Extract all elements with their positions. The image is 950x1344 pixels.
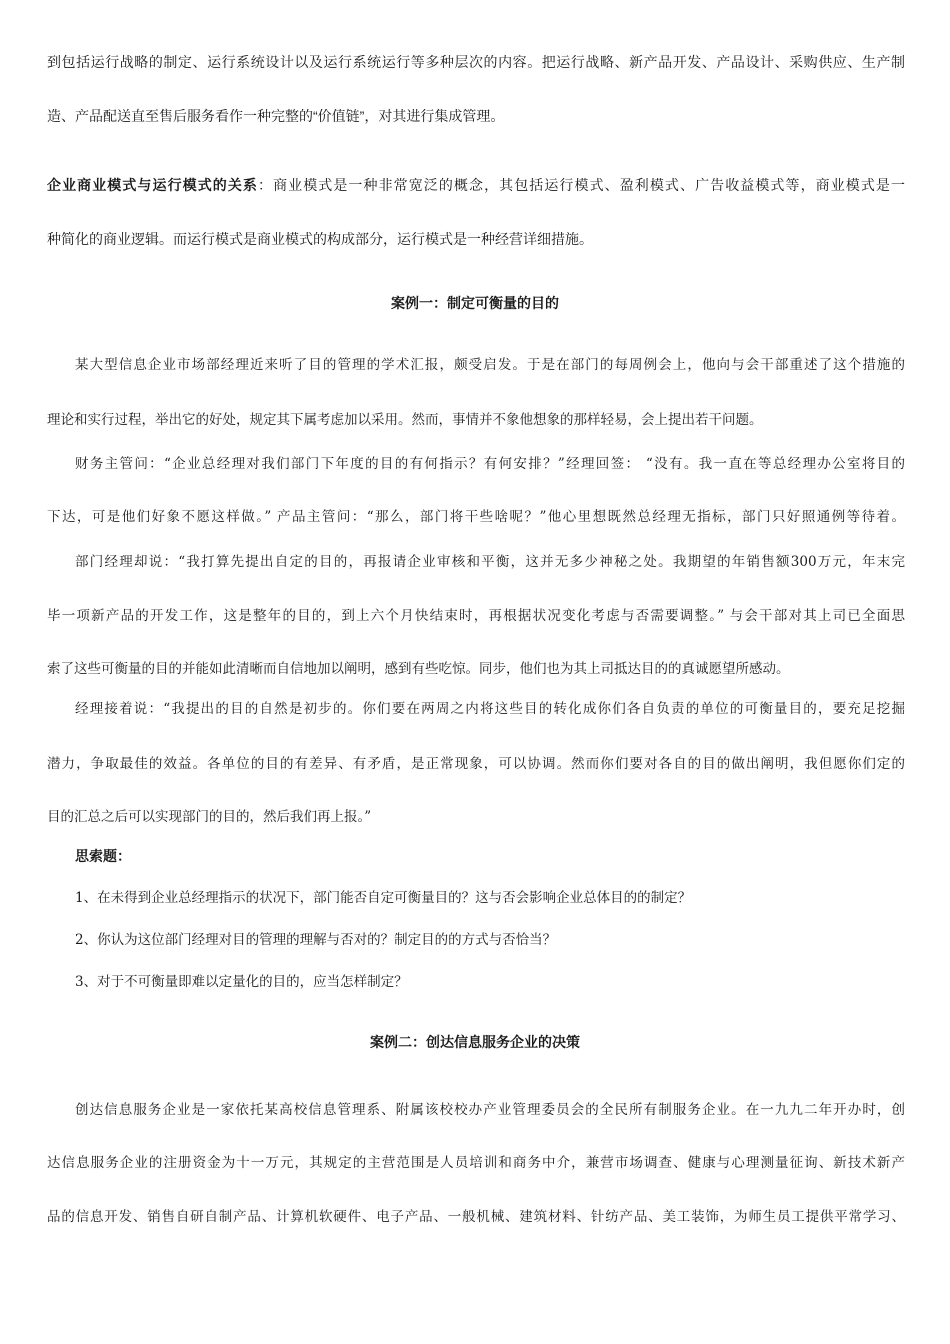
question-item-2: 2、你认为这位部门经理对目的管理的理解与否对的？制定目的的方式与否恰当？ xyxy=(75,932,557,948)
case2-title: 案例二：创达信息服务企业的决策 xyxy=(370,1034,580,1050)
case1-p4-line-2: 潜力，争取最佳的效益。各单位的目的有差异、有矛盾，是正常现象，可以协调。然而你们要对各自的目的做出阐明，我但愿你们定的 xyxy=(47,756,905,772)
intro-line-1: 到包括运行战略的制定、运行系统设计以及运行系统运行等多种层次的内容。把运行战略、新产品开发、产品设计、采购供应、生产制 xyxy=(47,54,905,70)
question-item-1: 1、在未得到企业总经理指示的状况下，部门能否自定可衡量目的？这与否会影响企业总体目的的制定？ xyxy=(75,890,692,906)
case1-p3-line-3: 索了这些可衡量的目的并能如此清晰而自信地加以阐明，感到有些吃惊。同步，他们也为其上司抵达目的的真诚愿望所感动。 xyxy=(47,661,790,677)
case2-p1-line-3: 品的信息开发、销售自研自制产品、计算机软硬件、电子产品、一般机械、建筑材料、针纺产品、美工装饰，为师生员工提供平常学习、 xyxy=(47,1209,905,1225)
case2-p1-line-2: 达信息服务企业的注册资金为十一万元，其规定的主营范围是人员培训和商务中介，兼营市场调查、健康与心理测量征询、新技术新产 xyxy=(47,1155,905,1171)
case1-p3-line-1: 部门经理却说：“我打算先提出自定的目的，再报请企业审核和平衡，这并无多少神秘之处。我期望的年销售额300万元，年末完 xyxy=(75,554,905,570)
relation-line-2: 种简化的商业逻辑。而运行模式是商业模式的构成部分，运行模式是一种经营详细措施。 xyxy=(47,231,593,247)
questions-label: 思索题： xyxy=(75,848,131,864)
case1-p4-line-3: 目的汇总之后可以实现部门的目的，然后我们再上报。” xyxy=(47,809,372,825)
case1-p1-line-1: 某大型信息企业市场部经理近来听了目的管理的学术汇报，颇受启发。于是在部门的每周例会上，他向与会干部重述了这个措施的 xyxy=(75,357,905,373)
relation-line-1-text: ：商业模式是一种非常宽泛的概念，其包括运行模式、盈利模式、广告收益模式等，商业模式是一 xyxy=(258,177,905,193)
case2-p1-line-1: 创达信息服务企业是一家依托某高校信息管理系、附属该校校办产业管理委员会的全民所有制服务企业。在一九九二年开办时，创 xyxy=(75,1102,905,1118)
case1-p2-line-1: 财务主管问：“企业总经理对我们部门下年度的目的有何指示？有何安排？”经理回签： “没有。我一直在等总经理办公室将目的 xyxy=(75,456,905,472)
case1-title: 案例一：制定可衡量的目的 xyxy=(391,295,559,311)
case1-p2-line-2: 下达，可是他们好象不愿这样做。” 产品主管问：“那么，部门将干些啥呢？”他心里想既然总经理无指标，部门只好照通例等待着。 xyxy=(47,509,905,525)
relation-paragraph-line-1 xyxy=(47,175,905,195)
case1-p1-line-2: 理论和实行过程，举出它的好处，规定其下属考虑加以采用。然而，事情并不象他想象的那样轻易，会上提出若干问题。 xyxy=(47,412,763,428)
question-item-3: 3、对于不可衡量即难以定量化的目的，应当怎样制定？ xyxy=(75,974,408,990)
relation-label: 企业商业模式与运行模式的关系 xyxy=(47,177,258,193)
intro-line-2: 造、产品配送直至售后服务看作一种完整的“价值链”，对其进行集成管理。 xyxy=(47,108,505,124)
case1-p3-line-2: 毕一项新产品的开发工作，这是整年的目的，到上六个月快结束时，再根据状况变化考虑与否需要调整。” 与会干部对其上司已全面思 xyxy=(47,608,905,624)
case1-p4-line-1: 经理接着说：“我提出的目的自然是初步的。你们要在两周之内将这些目的转化成你们各自负责的单位的可衡量目的，要充足挖掘 xyxy=(75,701,905,717)
